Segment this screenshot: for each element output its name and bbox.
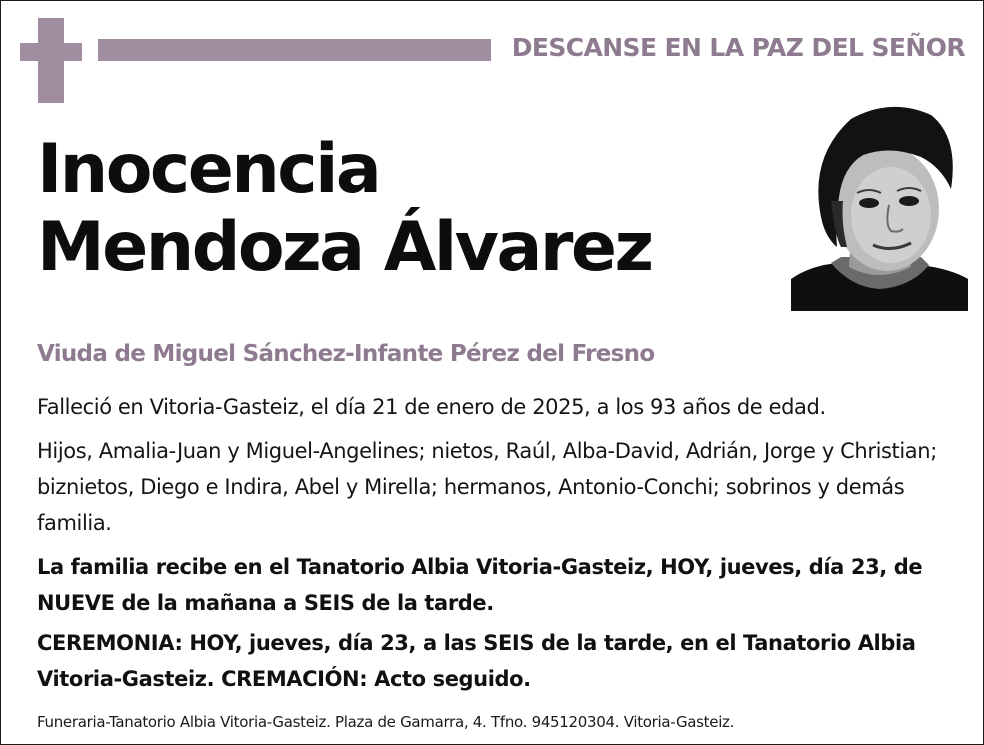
reception-info: La familia recibe en el Tanatorio Albia Vitoria-Gasteiz, HOY, jueves, día 23, de NUEVE de la mañana a SEIS de la tarde. <box>37 555 923 615</box>
cross-icon-bar <box>20 43 82 61</box>
death-notice: Falleció en Vitoria-Gasteiz, el día 21 de enero de 2025, a los 93 años de edad. <box>37 395 826 419</box>
deceased-surname: Mendoza Álvarez <box>37 208 652 287</box>
widow-line: Viuda de Miguel Sánchez-Infante Pérez del Fresno <box>37 341 655 367</box>
funeral-home-footer: Funeraria-Tanatorio Albia Vitoria-Gasteiz. Plaza de Gamarra, 4. Tfno. 945120304. Vitoria-Gasteiz. <box>37 713 735 731</box>
deceased-first-name: Inocencia <box>37 130 380 209</box>
portrait-photo-icon <box>791 97 968 311</box>
family-list: Hijos, Amalia-Juan y Miguel-Angelines; nietos, Raúl, Alba-David, Adrián, Jorge y Christian; biznietos, Diego e Indira, Abel y Mirella; hermanos, Antonio-Conchi; sobrinos y demás familia. <box>37 439 937 535</box>
header-rule <box>98 39 491 61</box>
deceased-name <box>37 131 652 287</box>
ceremony-info: CEREMONIA: HOY, jueves, día 23, a las SEIS de la tarde, en el Tanatorio Albia Vitoria-Gasteiz. CREMACIÓN: Acto seguido. <box>37 631 916 691</box>
header-title: DESCANSE EN LA PAZ DEL SEÑOR <box>511 33 965 62</box>
